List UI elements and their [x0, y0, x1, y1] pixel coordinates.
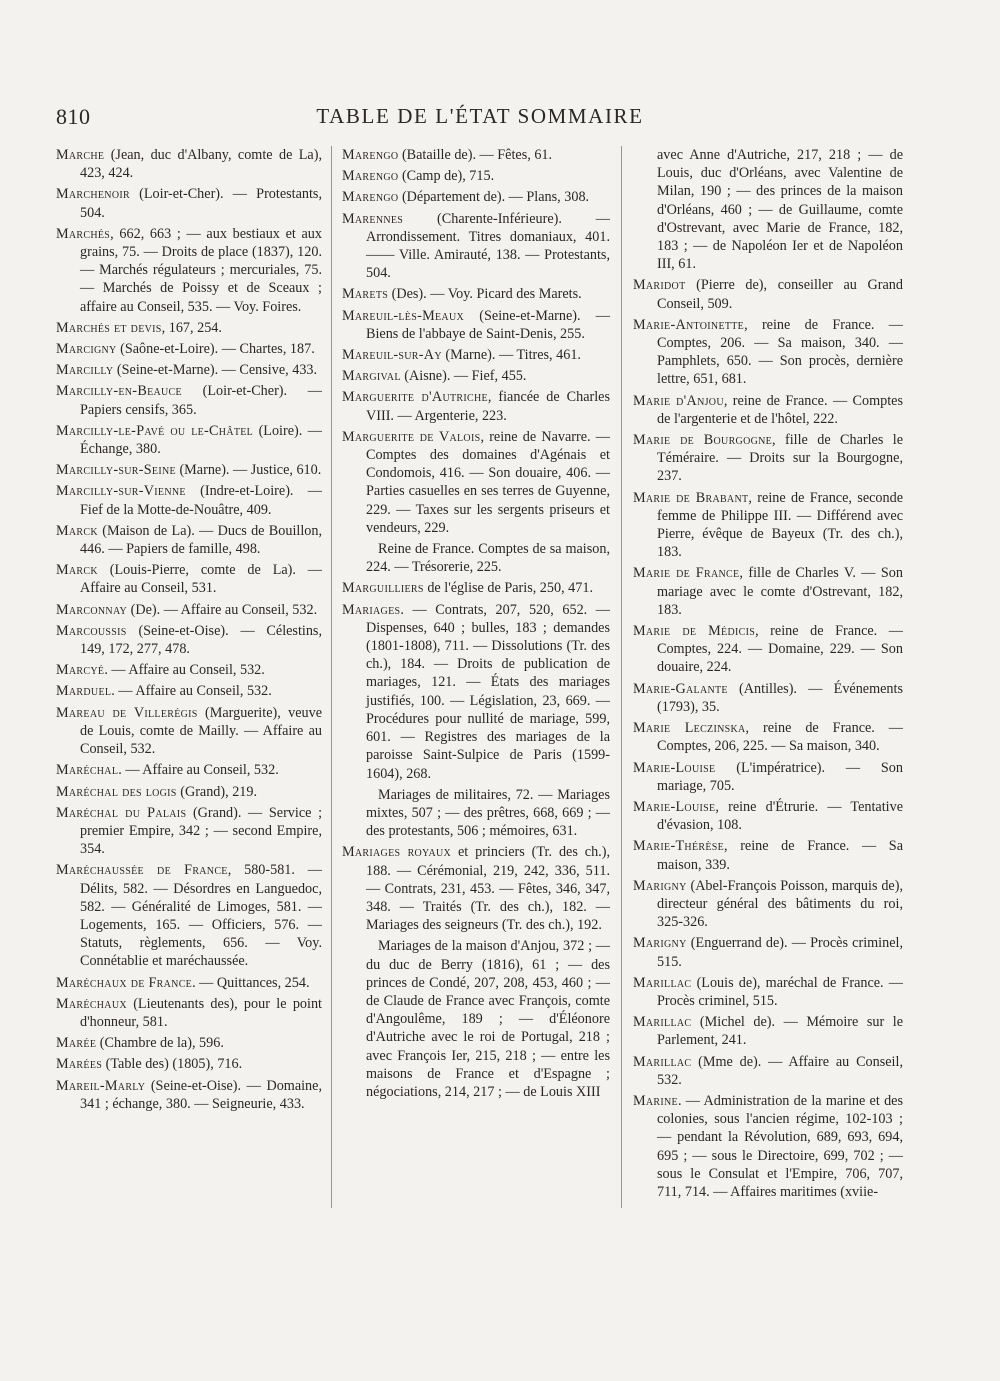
entry-headword: Maridot	[633, 277, 686, 294]
entry-text: (Loir-et-Cher). — Protestants, 504.	[80, 186, 322, 221]
entry-headword: Marcilly-en-Beauce	[56, 383, 182, 400]
index-entry	[633, 489, 903, 562]
index-entry	[56, 361, 322, 379]
entry-text: (Enguerrand de). — Procès criminel, 515.	[657, 935, 903, 970]
index-column-2	[342, 146, 610, 1104]
entry-text: (Louis-Pierre, comte de La). — Affaire au Conseil, 531.	[80, 562, 322, 597]
index-entry	[56, 1077, 322, 1113]
entry-text: (Des). — Voy. Picard des Marets.	[388, 286, 582, 303]
index-entry	[56, 422, 322, 458]
entry-text: , reine de France. — Sa maison, 339.	[657, 838, 903, 873]
entry-text: , fille de Charles le Téméraire. — Droits sur la Bourgogne, 237.	[657, 432, 903, 485]
entry-headword: Marie-Antoinette	[633, 316, 745, 333]
index-entry	[633, 934, 903, 970]
index-entry	[56, 682, 322, 700]
index-entry	[342, 579, 610, 597]
entry-text: , 580-581. — Délits, 582. — Désordres en Languedoc, 582. — Généralité de Limoges, 581. — Logements, 165. — Officiers, 576. — Statuts, règlements, 656. — Voy. Connétablie et maréchaussée.	[80, 862, 322, 970]
entry-text: , fille de Charles V. — Son mariage avec le comte d'Ostrevant, 182, 183.	[657, 565, 903, 618]
entry-headword: Maréchal des logis	[56, 783, 177, 800]
entry-headword: Mareil-Marly	[56, 1077, 146, 1094]
index-entry	[56, 601, 322, 619]
index-entry	[633, 877, 903, 932]
entry-headword: Mareuil-sur-Ay	[342, 347, 442, 364]
entry-text: (Seine-et-Marne). — Censive, 433.	[113, 362, 318, 379]
index-entry	[342, 146, 610, 164]
index-column-1	[56, 146, 322, 1116]
index-entry	[633, 974, 903, 1010]
entry-headword: Maréchaux de France	[56, 974, 193, 991]
index-entry	[342, 388, 610, 424]
entry-text: de l'église de Paris, 250, 471.	[423, 580, 594, 597]
index-entry	[56, 1055, 322, 1073]
index-entry	[633, 1013, 903, 1049]
entry-text: (Lieutenants des), pour le point d'honneur, 581.	[80, 995, 322, 1030]
entry-text: . — Quittances, 254.	[192, 974, 310, 991]
entry-text: (Marguerite), veuve de Louis, comte de Mailly. — Affaire au Conseil, 532.	[80, 704, 322, 758]
entry-text: , reine de France. — Comptes de l'argenterie et de l'hôtel, 222.	[657, 392, 903, 427]
index-entry	[633, 392, 903, 428]
entry-text: (Indre-et-Loire). — Fief de la Motte-de-Nouâtre, 409.	[80, 483, 322, 518]
index-entry	[56, 974, 322, 992]
entry-headword: Marengo	[342, 168, 399, 185]
entry-text: (Saône-et-Loire). — Chartes, 187.	[116, 341, 315, 358]
entry-text: , reine de France. — Comptes, 206. — Sa maison, 340. — Pamphlets, 650. — Son procès, dernière lettre, 651, 681.	[657, 316, 903, 388]
entry-text: (Seine-et-Oise). — Domaine, 341 ; échange, 380. — Seigneurie, 433.	[80, 1077, 322, 1112]
entry-headword: Maréchaussée de France	[56, 862, 228, 879]
entry-text: et princiers (Tr. des ch.), 188. — Cérémonial, 219, 242, 336, 511. — Contrats, 231, 453. — Fêtes, 346, 347, 348. — Traités (Tr. des ch.), 182. — Mariages des seigneurs (Tr. des ch.), 192.	[366, 844, 610, 934]
entry-headword: Marie de France	[633, 565, 740, 582]
running-title: TABLE DE L'ÉTAT SOMMAIRE	[316, 104, 644, 128]
entry-headword: Marcigny	[56, 341, 117, 358]
entry-headword: Marengo	[342, 189, 399, 206]
entry-headword: Marée	[56, 1035, 97, 1052]
index-entry	[342, 843, 610, 934]
index-entry	[56, 319, 322, 337]
entry-text: (Table des) (1805), 716.	[102, 1056, 243, 1073]
index-entry	[633, 719, 903, 755]
entry-headword: Marine	[633, 1092, 678, 1109]
entry-text: (L'impératrice). — Son mariage, 705.	[657, 759, 903, 794]
entry-headword: Marengo	[342, 147, 399, 163]
entry-text: . — Administration de la marine et des colonies, sous l'ancien régime, 102-103 ; — pendant la Révolution, 689, 693, 694, 695 ; — sous le Directoire, 699, 702 ; — sous le Consulat et l'Empire, 706, 707, 711, 714. — Affaires maritimes (xviie-	[657, 1092, 903, 1200]
entry-headword: Marie-Louise	[633, 759, 716, 776]
entry-headword: Marcilly-sur-Seine	[56, 462, 176, 479]
entry-headword: Marie d'Anjou	[633, 392, 724, 409]
entry-headword: Mareau de Villerégis	[56, 704, 198, 721]
index-entry	[56, 861, 322, 970]
entry-text: (Grand), 219.	[176, 783, 258, 800]
entry-text: (Chambre de la), 596.	[96, 1035, 224, 1052]
index-entry	[56, 661, 322, 679]
entry-text: (Seine-et-Oise). — Célestins, 149, 172, 277, 478.	[80, 622, 322, 658]
entry-headword: Marigny	[633, 935, 687, 952]
entry-text: Mariages de militaires, 72. — Mariages mixtes, 507 ; — des prêtres, 668, 669 ; — des protestants, 506 ; mémoires, 631.	[366, 786, 610, 840]
entry-headword: Marcoussis	[56, 622, 127, 639]
entry-headword: Marchés et devis	[56, 319, 162, 336]
entry-headword: Marie Leczinska	[633, 720, 746, 737]
entry-headword: Marillac	[633, 1053, 692, 1070]
index-entry	[633, 1053, 903, 1089]
entry-text: . — Affaire au Conseil, 532.	[104, 662, 265, 679]
entry-text: , reine d'Étrurie. — Tentative d'évasion, 108.	[657, 798, 903, 834]
index-entry	[342, 346, 610, 364]
entry-text: (Maison de La). — Ducs de Bouillon, 446. — Papiers de famille, 498.	[80, 522, 322, 558]
index-entry	[56, 225, 322, 316]
entry-headword: Marcilly-le-Pavé ou le-Châtel	[56, 422, 254, 439]
entry-text: (De). — Affaire au Conseil, 532.	[127, 601, 318, 618]
column-rule	[621, 146, 622, 1208]
index-entry	[633, 431, 903, 486]
entry-headword: Mariages royaux	[342, 844, 452, 861]
index-entry	[56, 340, 322, 358]
entry-headword: Maréchal du Palais	[56, 804, 187, 821]
index-entry	[633, 680, 903, 716]
index-entry	[342, 367, 610, 385]
index-entry	[342, 540, 610, 576]
entry-headword: Marche	[56, 147, 105, 163]
entry-text: (Département de). — Plans, 308.	[398, 189, 590, 206]
entry-text: (Antilles). — Événements (1793), 35.	[657, 680, 903, 715]
entry-headword: Marguilliers	[342, 580, 424, 597]
index-entry	[342, 188, 610, 206]
entry-headword: Marillac	[633, 1014, 692, 1031]
index-entry	[56, 561, 322, 597]
index-entry	[56, 783, 322, 801]
entry-headword: Marcilly	[56, 362, 114, 379]
entry-text: (Marne). — Justice, 610.	[175, 462, 322, 479]
entry-text: avec Anne d'Autriche, 217, 218 ; — de Louis, duc d'Orléans, avec Valentine de Milan, 190 ; — des princes de la maison d'Orléans, 460 ; — de Guillaume, comte d'Ostrevant, avec Marie de France, 182, 183 ; — de Napoléon Ier et de Napoléon III, 61.	[657, 147, 903, 273]
entry-text: (Loir-et-Cher). — Papiers censifs, 365.	[80, 383, 322, 418]
entry-headword: Mareuil-lès-Meaux	[342, 307, 464, 324]
entry-headword: Mariages	[342, 601, 401, 618]
page-number: 810	[56, 104, 91, 129]
entry-headword: Marie-Galante	[633, 680, 728, 697]
entry-text: , reine de Navarre. — Comptes des domaines d'Agénais et Condomois, 416. — Son douaire, 406. — Parties casuelles en ses terres de Guyenne, 229. — Taxes sur les sergents priseurs et vendeurs, 229.	[366, 428, 610, 536]
entry-text: , 167, 254.	[161, 319, 222, 336]
entry-text: , reine de France. — Comptes, 206, 225. — Sa maison, 340.	[657, 720, 903, 755]
index-entry	[633, 316, 903, 389]
index-entry	[633, 146, 903, 273]
entry-headword: Maréchaux	[56, 995, 127, 1012]
entry-text: (Charente-Inférieure). — Arrondissement. Titres domaniaux, 401. —— Ville. Amirauté, 138. — Protestants, 504.	[366, 210, 610, 282]
entry-text: , reine de France. — Comptes, 224. — Domaine, 229. — Son douaire, 224.	[657, 623, 903, 676]
entry-text: (Seine-et-Marne). — Biens de l'abbaye de Saint-Denis, 255.	[366, 307, 610, 342]
entry-text: (Jean, duc d'Albany, comte de La), 423, 424.	[80, 147, 322, 182]
index-entry	[633, 564, 903, 619]
entry-text: (Abel-François Poisson, marquis de), directeur général des bâtiments du roi, 325-326.	[657, 877, 903, 931]
index-entry	[56, 761, 322, 779]
entry-text: (Michel de). — Mémoire sur le Parlement, 241.	[657, 1014, 903, 1049]
index-entry	[56, 146, 322, 182]
entry-text: . — Affaire au Conseil, 532.	[118, 762, 279, 779]
index-entry	[342, 285, 610, 303]
entry-headword: Marie de Brabant	[633, 489, 749, 506]
index-entry	[56, 522, 322, 558]
entry-text: (Aisne). — Fief, 455.	[400, 368, 527, 385]
entry-text: (Mme de). — Affaire au Conseil, 532.	[657, 1053, 903, 1088]
entry-text: , reine de France, seconde femme de Philippe III. — Différend avec Pierre, évêque de Bayeux (Tr. des ch.), 183.	[657, 489, 903, 561]
entry-text: . — Contrats, 207, 520, 652. — Dispenses, 640 ; bulles, 183 ; demandes (1801-1808), 711. — Dissolutions (Tr. des ch.), 184. — Droits de publication de mariages, 121. — États des mariages justifiés, 100. — Législation, 23, 669. — Procédures pour nullité de mariage, 599, 601. — Registres des mariages de la paroisse Saint-Sulpice de Paris (1599-1604), 268.	[366, 601, 610, 782]
index-entry	[342, 210, 610, 283]
entry-text: , fiancée de Charles VIII. — Argenterie, 223.	[366, 389, 610, 424]
entry-headword: Marchenoir	[56, 186, 130, 203]
index-entry	[633, 276, 903, 312]
entry-headword: Marigny	[633, 877, 687, 894]
entry-text: (Marne). — Titres, 461.	[441, 347, 581, 364]
index-entry	[633, 759, 903, 795]
entry-text: , 662, 663 ; — aux bestiaux et aux grains, 75. — Droits de place (1837), 120. — Marchés régulateurs ; mercuriales, 75. — Marchés de Poissy et de Sceaux ; affaire au Conseil, 535. — Voy. Foires.	[80, 225, 322, 315]
entry-text: (Loire). — Échange, 380.	[80, 422, 322, 458]
entry-headword: Marie-Louise	[633, 798, 716, 815]
index-entry	[56, 995, 322, 1031]
index-entry	[342, 307, 610, 343]
entry-text: (Bataille de). — Fêtes, 61.	[398, 147, 553, 163]
entry-headword: Marck	[56, 562, 98, 579]
entry-headword: Marguerite de Valois	[342, 428, 481, 445]
index-entry	[56, 622, 322, 658]
index-column-3	[633, 146, 903, 1204]
entry-headword: Marie de Médicis	[633, 623, 756, 640]
index-entry	[342, 167, 610, 185]
index-entry	[342, 601, 610, 783]
entry-headword: Marie-Thérèse	[633, 838, 725, 855]
index-entry	[56, 461, 322, 479]
entry-text: . — Affaire au Conseil, 532.	[111, 683, 272, 700]
entry-headword: Marguerite d'Autriche	[342, 389, 488, 406]
index-entry	[342, 937, 610, 1101]
index-entry	[342, 428, 610, 537]
entry-text: (Louis de), maréchal de France. — Procès criminel, 515.	[657, 974, 903, 1009]
entry-headword: Marduel	[56, 683, 112, 700]
entry-text: (Pierre de), conseiller au Grand Conseil, 509.	[657, 277, 903, 312]
entry-headword: Marets	[342, 286, 389, 303]
entry-headword: Margival	[342, 368, 401, 385]
entry-headword: Marchés	[56, 225, 111, 242]
entry-text: Reine de France. Comptes de sa maison, 224. — Trésorerie, 225.	[366, 541, 610, 576]
entry-headword: Marie de Bourgogne	[633, 432, 773, 449]
entry-headword: Marillac	[633, 974, 692, 991]
index-entry	[56, 185, 322, 221]
column-rule	[331, 146, 332, 1208]
index-entry	[56, 382, 322, 418]
index-entry	[633, 837, 903, 873]
entry-headword: Marck	[56, 522, 98, 539]
entry-headword: Marennes	[342, 210, 404, 227]
entry-text: Mariages de la maison d'Anjou, 372 ; — du duc de Berry (1816), 61 ; — des princes de Condé, 207, 208, 453, 460 ; — de Claude de France avec François, comte d'Angoulême, 189 ; — d'Éléonore d'Autriche avec le roi de Portugal, 218 ; avec François Ier, 215, 218 ; — entre les maisons de France et d'Espagne ; négociations, 214, 217 ; — de Louis XIII	[366, 938, 610, 1100]
index-entry	[342, 786, 610, 841]
entry-text: (Camp de), 715.	[398, 168, 495, 185]
index-entry	[633, 1092, 903, 1201]
index-entry	[56, 482, 322, 518]
index-entry	[56, 804, 322, 859]
entry-headword: Maréchal	[56, 762, 119, 779]
entry-headword: Marconnay	[56, 601, 128, 618]
entry-headword: Marées	[56, 1056, 103, 1073]
entry-text: (Grand). — Service ; premier Empire, 342 ; — second Empire, 354.	[80, 804, 323, 858]
entry-headword: Marcilly-sur-Vienne	[56, 483, 186, 500]
index-entry	[56, 1034, 322, 1052]
index-entry	[633, 622, 903, 677]
index-entry	[56, 704, 322, 759]
entry-headword: Marcyé	[56, 662, 105, 679]
index-entry	[633, 798, 903, 834]
